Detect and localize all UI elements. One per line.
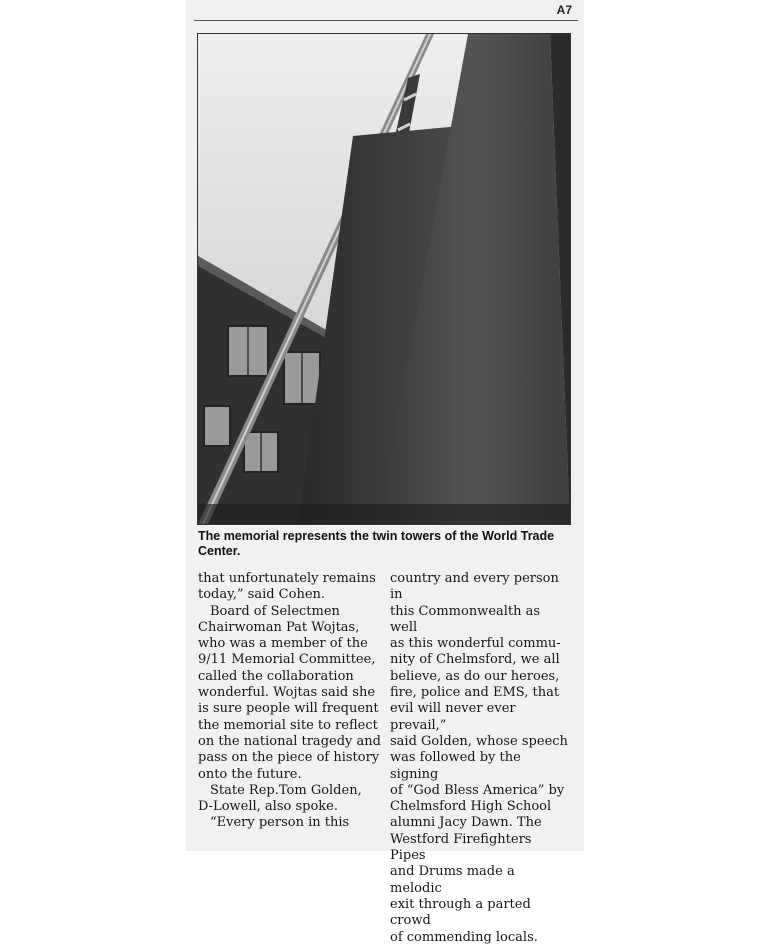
text-line: pass on the piece of history xyxy=(198,750,380,766)
text-line: on the national tragedy and xyxy=(198,733,381,749)
newspaper-clipping xyxy=(186,0,584,945)
text-line: onto the future. xyxy=(198,766,302,782)
text-line: nity of Chelmsford, we all xyxy=(390,652,560,668)
memorial-photo xyxy=(198,34,570,524)
text-line: Westford Firefighters Pipes xyxy=(390,831,532,864)
text-line: called the collaboration xyxy=(198,668,354,684)
text-line: of commending locals. xyxy=(390,929,538,945)
text-line: 9/11 Memorial Committee, xyxy=(198,652,376,668)
text-line: exit through a parted crowd xyxy=(390,896,531,929)
text-line: Chelmsford High School xyxy=(390,799,552,815)
text-line: of “God Bless America” by xyxy=(390,782,565,798)
text-line: alumni Jacy Dawn. The xyxy=(390,815,542,831)
text-line: fire, police and EMS, that xyxy=(390,685,560,701)
text-line: “Every person in this xyxy=(210,815,350,831)
text-line: Chairwoman Pat Wojtas, xyxy=(198,619,360,635)
text-line: country and every person in xyxy=(390,571,559,603)
photo-caption: The memorial represents the twin towers of the World Trade Center. xyxy=(198,529,555,558)
text-line: that unfortunately remains xyxy=(198,571,376,586)
text-line: was followed by the signing xyxy=(390,750,521,782)
header-rule xyxy=(194,20,578,21)
text-line: and Drums made a melodic xyxy=(390,864,515,896)
text-line: as this wonderful commu- xyxy=(390,636,561,652)
article-column-1 xyxy=(198,571,386,832)
text-line: today,” said Cohen. xyxy=(198,587,326,603)
text-line: Board of Selectmen xyxy=(210,603,340,619)
text-line: believe, as do our heroes, xyxy=(390,668,560,684)
text-line: wonderful. Wojtas said she xyxy=(198,685,376,701)
text-line: evil will never ever prevail,” xyxy=(390,701,516,733)
text-line: the memorial site to reflect xyxy=(198,717,378,733)
text-line: said Golden, whose speech xyxy=(390,733,568,749)
text-line: D-Lowell, also spoke. xyxy=(198,799,338,815)
text-line: is sure people will frequent xyxy=(198,701,379,717)
memorial-photo-illustration xyxy=(198,34,570,524)
text-line: this Commonwealth as well xyxy=(390,603,541,635)
page-number: A7 xyxy=(556,3,572,17)
article-column-2 xyxy=(390,571,570,946)
text-line: who was a member of the xyxy=(198,636,368,652)
text-line: State Rep.Tom Golden, xyxy=(210,782,362,798)
